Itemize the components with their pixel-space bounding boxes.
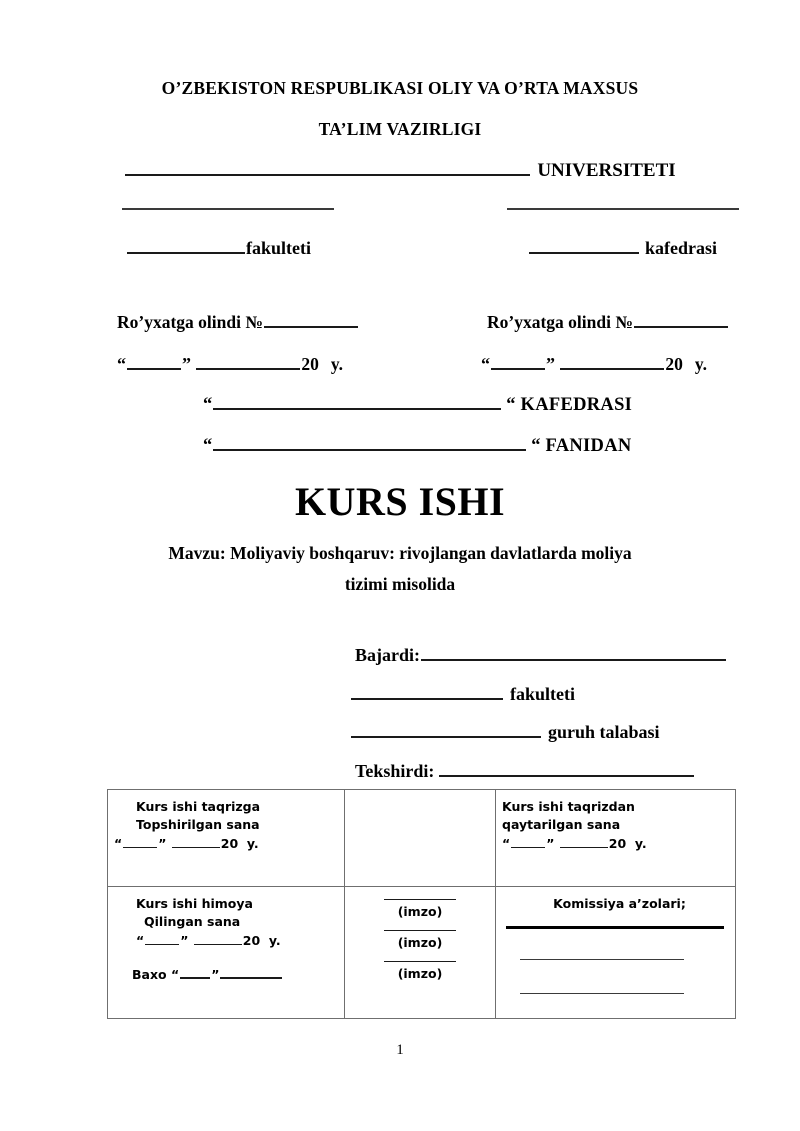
subject-name-line <box>203 436 632 457</box>
page-number: 1 <box>396 1042 404 1058</box>
quote-mid: “ <box>506 395 516 416</box>
defense-day-blank <box>145 935 179 945</box>
faculty-department-top-rules <box>0 208 800 228</box>
returned-title-line-1: Kurs ishi taqrizdan <box>502 799 635 814</box>
table-row <box>108 887 736 1019</box>
commission-blank-3 <box>520 993 684 994</box>
quote-close: ” <box>211 967 220 983</box>
department-label: kafedrasi <box>645 238 717 258</box>
registration-left-day-blank <box>127 356 181 370</box>
quote-open: “ <box>117 354 126 374</box>
bajardi-label: Bajardi: <box>355 645 420 665</box>
submitted-day-blank <box>123 838 157 848</box>
quote-close: ” <box>158 836 167 852</box>
quote-close: ” <box>546 354 555 374</box>
quote-close: ” <box>180 933 189 949</box>
list-item <box>351 930 489 952</box>
signature-blank-2 <box>384 930 456 931</box>
submitted-title-line-2: Topshirilgan sana <box>136 817 260 833</box>
commission-blank-1 <box>506 926 724 929</box>
topic-text: Mavzu: Moliyaviy boshqaruv: rivojlangan davlatlarda moliya tizimi misolida <box>168 543 632 594</box>
signature-label-1: (imzo) <box>397 904 443 919</box>
cell-returned-from-review <box>496 790 736 887</box>
subject-name-blank <box>213 436 526 451</box>
student-group-field <box>350 722 660 743</box>
cell-empty-middle-top <box>345 790 496 887</box>
returned-day-blank <box>511 838 545 848</box>
returned-year: 20 <box>608 836 627 852</box>
defense-title-line-2: Qilingan sana <box>144 914 241 930</box>
university-name-row <box>0 160 800 182</box>
baxo-label: Baxo <box>132 967 167 983</box>
submitted-date-line <box>114 835 338 853</box>
checked-by-blank <box>439 762 694 777</box>
quote-open: “ <box>481 354 490 374</box>
quote-close: ” <box>182 354 191 374</box>
kafedrasi-label: KAFEDRASI <box>520 395 633 416</box>
quote-open: “ <box>203 436 213 457</box>
defense-title-line-1: Kurs ishi himoya <box>136 896 253 911</box>
registration-left-year-suffix: y. <box>330 354 344 374</box>
returned-title-line-2: qaytarilgan sana <box>502 817 621 833</box>
cell-defense-date-and-grade <box>108 887 345 1019</box>
ministry-header-line-1: O’ZBEKISTON RESPUBLIKASI OLIY VA O’RTA MAXSUS <box>161 78 639 98</box>
department-name-blank <box>213 395 501 410</box>
cell-signatures <box>345 887 496 1019</box>
registration-right-number-blank <box>634 314 728 328</box>
review-signature-table <box>107 789 736 1019</box>
quote-open: “ <box>203 395 213 416</box>
university-label: UNIVERSITETI <box>537 160 676 181</box>
student-faculty-blank <box>351 685 503 700</box>
checked-by-field <box>355 761 695 782</box>
defense-date-line <box>114 932 338 950</box>
faculty-name-blank <box>127 239 245 254</box>
registration-right-day-blank <box>491 356 545 370</box>
registration-right-year: 20 <box>665 354 683 374</box>
student-group-blank <box>351 723 541 738</box>
quote-open: “ <box>170 967 180 983</box>
registration-right-month-blank <box>560 356 664 370</box>
submitted-year: 20 <box>220 836 239 852</box>
signature-label-3: (imzo) <box>397 966 443 982</box>
defense-month-blank <box>194 935 242 945</box>
grade-blank <box>180 969 210 979</box>
registration-right-label: Ro’yxatga olindi № <box>487 312 633 332</box>
student-faculty-label: fakulteti <box>510 684 575 704</box>
list-item <box>351 961 489 983</box>
department-field <box>528 238 717 259</box>
registration-left-date <box>117 354 343 375</box>
quote-open: “ <box>136 933 145 949</box>
performed-by-blank <box>421 646 726 661</box>
registration-left-number-blank <box>264 314 358 328</box>
quote-open: “ <box>502 836 511 852</box>
ministry-header-line-2: TA’LIM VAZIRLIGI <box>318 119 482 139</box>
faculty-label: fakulteti <box>246 238 311 258</box>
grade-line <box>114 966 338 984</box>
returned-year-suffix: y. <box>634 836 647 852</box>
signature-blank-1 <box>384 899 456 900</box>
page-title: KURS ISHI <box>294 479 506 524</box>
signature-list <box>351 895 489 983</box>
grade-extra-blank <box>220 969 282 979</box>
registration-left-number <box>117 312 359 333</box>
university-name-blank <box>125 161 530 176</box>
tekshirdi-label: Tekshirdi: <box>355 761 435 781</box>
table-row <box>108 790 736 887</box>
student-group-label: guruh talabasi <box>548 722 660 742</box>
submitted-title-line-1: Kurs ishi taqrizga <box>136 799 261 814</box>
defense-year: 20 <box>242 933 261 949</box>
submitted-month-blank <box>172 838 220 848</box>
signature-label-2: (imzo) <box>397 935 443 951</box>
registration-left-year: 20 <box>301 354 319 374</box>
registration-right-number <box>487 312 729 333</box>
department-top-blank <box>507 208 739 210</box>
registration-right-year-suffix: y. <box>694 354 708 374</box>
submitted-year-suffix: y. <box>246 836 259 852</box>
returned-date-line <box>502 835 729 853</box>
defense-year-suffix: y. <box>268 933 281 949</box>
faculty-top-blank <box>122 208 334 210</box>
registration-right-date <box>481 354 707 375</box>
performed-by-field <box>355 645 727 666</box>
registration-left-month-blank <box>196 356 300 370</box>
signature-blank-3 <box>384 961 456 962</box>
commission-blank-2 <box>520 959 684 960</box>
quote-open: “ <box>114 836 123 852</box>
cell-submitted-for-review <box>108 790 345 887</box>
student-faculty-field <box>350 684 575 705</box>
department-name-line <box>203 395 632 416</box>
list-item <box>351 899 489 921</box>
fanidan-label: FANIDAN <box>545 436 632 457</box>
returned-month-blank <box>560 838 608 848</box>
faculty-field <box>126 238 311 259</box>
quote-mid: “ <box>531 436 541 457</box>
registration-left-label: Ro’yxatga olindi № <box>117 312 263 332</box>
department-name-blank <box>529 239 639 254</box>
commission-title: Komissiya a’zolari; <box>553 896 686 911</box>
cell-commission-members <box>496 887 736 1019</box>
quote-close: ” <box>546 836 555 852</box>
